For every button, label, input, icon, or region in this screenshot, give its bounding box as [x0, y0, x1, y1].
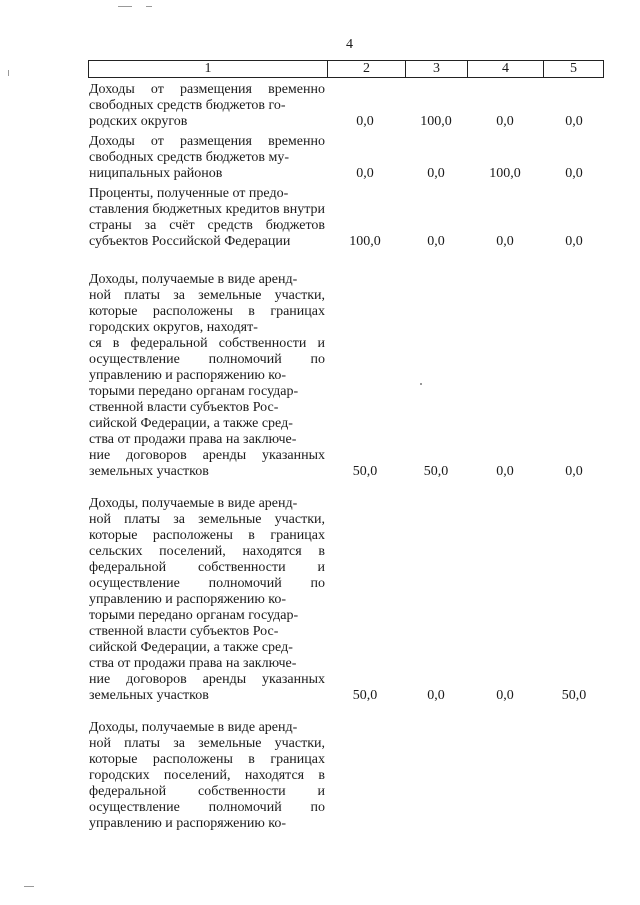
row-value-col-3: 100,0: [420, 114, 452, 129]
row-value-col-4: 100,0: [489, 166, 521, 181]
header-col-2: 2: [328, 61, 406, 78]
scan-speck: [420, 383, 422, 385]
row-value-col-2: 0,0: [356, 166, 374, 181]
table-row: [89, 134, 605, 182]
scan-speck: [146, 6, 152, 7]
row-value-col-3: 0,0: [427, 688, 445, 703]
row-value-col-2: 50,0: [352, 464, 378, 479]
table-row: [89, 186, 605, 250]
row-value-col-4: 0,0: [496, 464, 514, 479]
row-value-col-5: 0,0: [565, 114, 583, 129]
table-row: [89, 720, 605, 832]
row-description: Доходы от размещения временно свободных средств бюджетов му- ниципальных районов: [89, 134, 325, 181]
table-row: [89, 496, 605, 704]
row-value-col-4: 0,0: [496, 688, 514, 703]
row-value-col-3: 0,0: [427, 234, 445, 249]
row-value-col-5: 0,0: [565, 234, 583, 249]
scan-speck: [24, 886, 34, 887]
row-description: Проценты, полученные от предо- ставления бюджетных кредитов внутри страны за счёт средств бюджетов субъектов Российской Федерации: [89, 186, 325, 249]
table-header: [88, 60, 604, 78]
row-value-col-5: 0,0: [565, 166, 583, 181]
row-value-col-2: 100,0: [349, 234, 381, 249]
row-value-col-3: 50,0: [423, 464, 449, 479]
row-value-col-4: 0,0: [496, 234, 514, 249]
row-value-col-4: 0,0: [496, 114, 514, 129]
row-value-col-5: 0,0: [565, 464, 583, 479]
header-col-1: 1: [89, 61, 328, 78]
row-description: Доходы, получаемые в виде аренд- ной платы за земельные участки, которые расположены в границах городских поселений, находятся в федеральной собственности и осуществление полномочий по управлению и распоряжению ко-: [89, 720, 325, 831]
row-value-col-3: 0,0: [427, 166, 445, 181]
scan-speck: [118, 6, 132, 7]
row-value-col-5: 50,0: [561, 688, 587, 703]
table-row: [89, 82, 605, 130]
row-value-col-2: 50,0: [352, 688, 378, 703]
header-col-5: 5: [544, 61, 604, 78]
header-col-4: 4: [468, 61, 544, 78]
row-description: Доходы от размещения временно свободных средств бюджетов го- родских округов: [89, 82, 325, 129]
header-col-3: 3: [406, 61, 468, 78]
row-description: Доходы, получаемые в виде аренд- ной платы за земельные участки, которые расположены в границах городских округов, находят- ся в федеральной собственности и осуществление полномочий по управлению и распоряжению ко- торыми передано органам государ- ственной власти субъектов Рос- сийской Федерации, а также сред- ства от продажи права на заключе- ние договоров аренды указанных земельных участков: [89, 272, 325, 479]
scan-speck: [8, 70, 9, 76]
table-row: [89, 272, 605, 480]
page-number: 4: [346, 37, 353, 52]
row-description: Доходы, получаемые в виде аренд- ной платы за земельные участки, которые расположены в границах сельских поселений, находятся в федеральной собственности и осуществление полномочий по управлению и распоряжению ко- торыми передано органам государ- ственной власти субъектов Рос- сийской Федерации, а также сред- ства от продажи права на заключе- ние договоров аренды указанных земельных участков: [89, 496, 325, 703]
row-value-col-2: 0,0: [356, 114, 374, 129]
